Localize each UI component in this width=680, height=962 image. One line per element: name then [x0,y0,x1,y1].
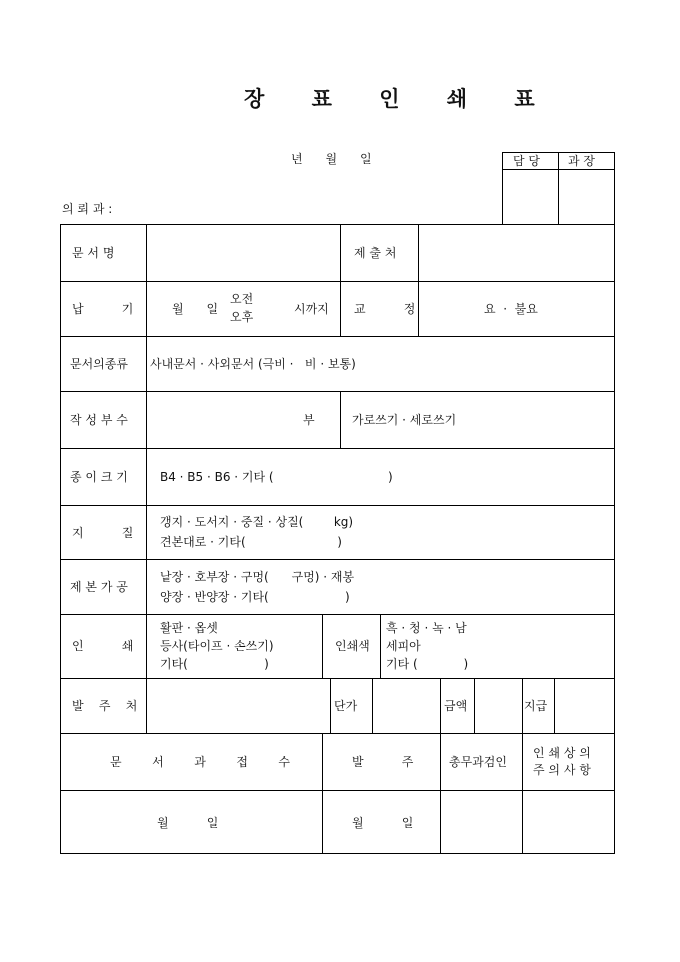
proof-label: 교 정 [354,302,416,316]
submit-to-field[interactable] [420,226,612,279]
order-month-day: 월 일 [352,816,414,830]
due-am: 오전 [230,292,254,306]
payment-label: 지급 [524,699,548,713]
due-label: 납 기 [72,302,134,316]
copies-label: 작 성 부 수 [70,413,128,427]
paper-quality-line1[interactable]: 갱지 · 도서지 · 중질 · 상질( kg) [160,515,354,529]
print-color-label: 인쇄색 [335,639,370,653]
print-color-line2[interactable]: 세피아 [386,639,421,653]
doc-type-label: 문서의종류 [70,357,128,371]
paper-size-label: 종 이 크 기 [70,470,128,484]
copies-unit: 부 [303,413,315,427]
receipt-month-day: 월 일 [157,816,219,830]
doc-name-field[interactable] [148,226,338,279]
doc-receipt-label: 문 서 과 접 수 [110,755,291,769]
print-color-line3[interactable]: 기타 ( ) [386,657,469,671]
doc-name-label: 문 서 명 [72,246,115,260]
proof-options[interactable]: 요 · 불요 [484,302,538,316]
submit-to-label: 제 출 처 [354,246,397,260]
writing-options[interactable]: 가로쓰기 · 세로쓰기 [352,413,457,427]
order-label: 발 주 [352,755,414,769]
due-pm: 오후 [230,310,254,324]
paper-quality-label: 지 질 [72,526,134,540]
printing-line3[interactable]: 기타( ) [160,657,269,671]
general-inspection-label: 총무과검인 [449,755,507,769]
paper-quality-line2[interactable]: 견본대로 · 기타( ) [160,535,342,549]
unit-price-label: 단가 [334,699,358,713]
requesting-dept-label: 의 뢰 과 : [62,202,113,216]
printing-line2[interactable]: 등사(타이프 · 손쓰기) [160,639,274,653]
printing-label: 인 쇄 [72,639,134,653]
print-notes-label-1: 인 쇄 상 의 [533,746,591,760]
date-line: 년 월 일 [291,152,372,166]
binding-line2[interactable]: 양장 · 반양장 · 기타( ) [160,590,350,604]
page-title: 장 표 인 쇄 표 [244,86,555,111]
print-notes-label-2: 주 의 사 항 [533,763,591,777]
approval-chief: 과 장 [568,154,595,168]
print-color-line1[interactable]: 흑 · 청 · 녹 · 남 [386,621,467,635]
binding-label: 제 본 가 공 [70,580,128,594]
printing-line1[interactable]: 활판 · 옵셋 [160,621,218,635]
binding-line1[interactable]: 낱장 · 호부장 · 구멍( 구멍) · 재봉 [160,570,355,584]
amount-label: 금액 [444,699,468,713]
order-to-label: 발 주 처 [72,699,138,713]
doc-type-options[interactable]: 사내문서 · 사외문서 (극비 · 비 · 보통) [150,357,356,371]
due-month-day: 월 일 [172,302,219,316]
due-until: 시까지 [294,302,329,316]
approval-staff: 담 당 [513,154,540,168]
paper-size-options[interactable]: B4 · B5 · B6 · 기타 ( ) [160,470,393,484]
